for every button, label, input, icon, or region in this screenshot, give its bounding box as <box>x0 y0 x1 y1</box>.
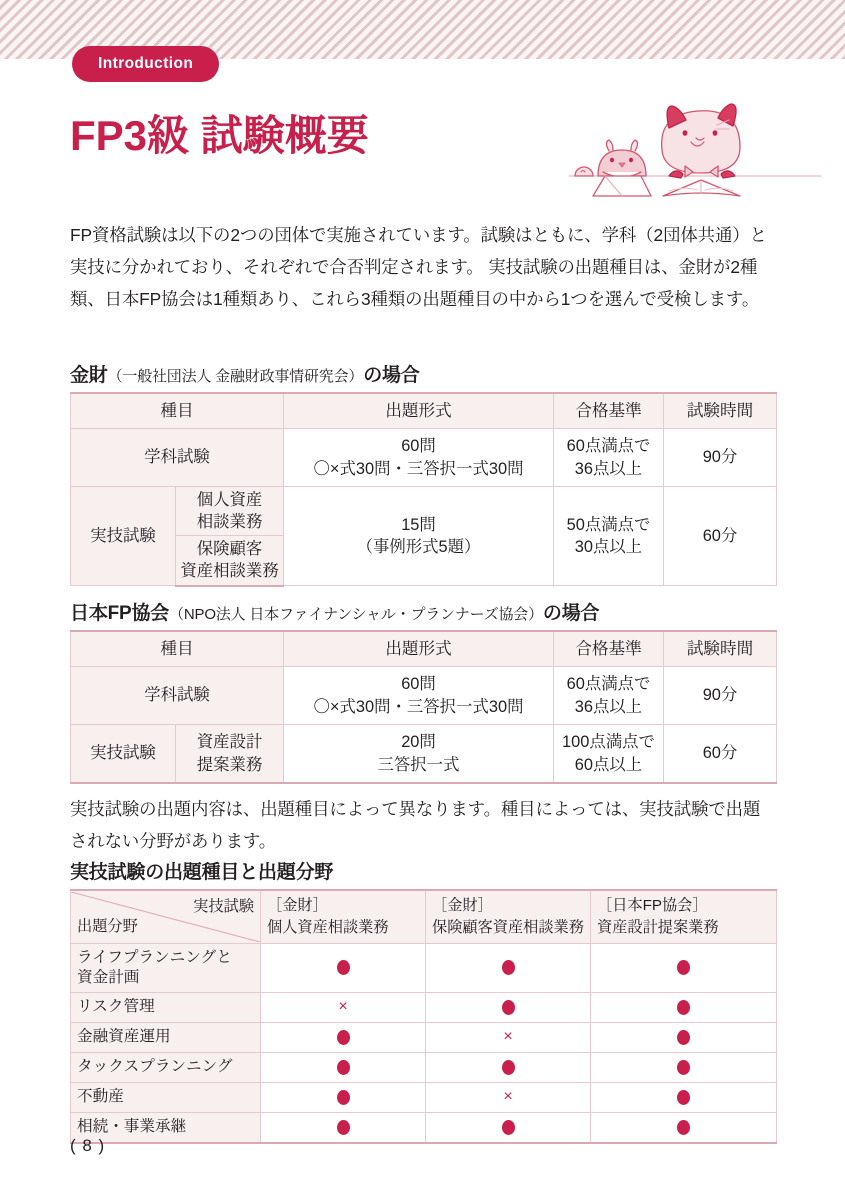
keishiki-line-2: 〇×式30問・三答択一式30問 <box>313 697 524 716</box>
kijun-line-1: 50点満点で <box>566 515 651 534</box>
cross-mark-icon: × <box>503 1088 513 1106</box>
keishiki-line-1: 60問 <box>401 437 436 456</box>
heading-tail-text: の場合 <box>363 365 420 386</box>
table-kinzai <box>70 392 777 587</box>
keishiki-line-2: （事例形式5題） <box>356 538 481 557</box>
row-label-financial-assets: 金融資産運用 <box>71 1023 261 1053</box>
cell-shumoku-gakka: 学科試験 <box>71 429 284 487</box>
page-number: ( 8 ) <box>70 1136 106 1155</box>
row-label-line-1: ライフプランニングと <box>77 948 233 966</box>
table-row <box>71 944 777 993</box>
col-header-jikan: 試験時間 <box>664 393 777 429</box>
mark-cell <box>426 1083 591 1113</box>
col-header-kijun: 合格基準 <box>554 393 664 429</box>
row-label-life-planning <box>71 944 261 993</box>
intro-paragraph-2: 実技試験の出題内容は、出題種目によって異なります。種目によっては、実技試験で出題されない分野があります。 <box>70 799 761 851</box>
section-heading-jafp <box>70 598 599 625</box>
row-label-inheritance: 相続・事業承継 <box>71 1113 261 1144</box>
circle-mark-icon <box>677 1000 690 1015</box>
keishiki-line-2: 〇×式30問・三答択一式30問 <box>313 459 524 478</box>
cell-shumoku-jitsugi: 実技試験 <box>71 487 176 586</box>
col-header-name: 保険顧客資産相談業務 <box>432 919 584 936</box>
cell-keishiki-gakka <box>284 667 554 725</box>
keishiki-line-2: 三答択一式 <box>377 755 460 774</box>
col-header-shumoku: 種目 <box>71 631 284 667</box>
table-row <box>71 1113 777 1144</box>
circle-mark-icon <box>677 1090 690 1105</box>
circle-mark-icon <box>677 1120 690 1135</box>
row-label-line-2: 資金計画 <box>77 969 140 986</box>
cell-shumoku-sub-kojin <box>176 487 284 536</box>
cell-kijun-jitsugi <box>554 487 664 586</box>
mark-cell <box>426 1113 591 1144</box>
table-row <box>71 487 777 536</box>
mark-cell <box>591 1053 777 1083</box>
circle-mark-icon <box>337 960 350 975</box>
circle-mark-icon <box>337 1030 350 1045</box>
mark-cell <box>426 993 591 1023</box>
kijun-line-1: 100点満点で <box>562 733 655 752</box>
corner-label-bottom-left: 出題分野 <box>77 918 138 936</box>
sub-line-2: 資産相談業務 <box>180 562 279 581</box>
section-heading-fields: 実技試験の出題種目と出題分野 <box>70 862 334 883</box>
mark-cell <box>426 944 591 993</box>
col-header-org: ［日本FP協会］ <box>597 897 708 915</box>
circle-mark-icon <box>337 1120 350 1135</box>
circle-mark-icon <box>677 1060 690 1075</box>
circle-mark-icon <box>337 1090 350 1105</box>
table-row <box>71 993 777 1023</box>
cross-mark-icon: × <box>503 1028 513 1046</box>
mark-cell <box>261 1083 426 1113</box>
mark-cell <box>591 944 777 993</box>
mark-cell <box>426 1053 591 1083</box>
table-row <box>71 1083 777 1113</box>
table-row <box>71 1053 777 1083</box>
cell-shumoku-sub-hoken <box>176 536 284 586</box>
row-label-real-estate: 不動産 <box>71 1083 261 1113</box>
heading-sub-text: （一般社団法人 金融財政事情研究会） <box>107 368 364 385</box>
kijun-line-2: 36点以上 <box>574 697 643 716</box>
col-header-kojin-shisan <box>261 890 426 944</box>
heading-main-text: 日本FP協会 <box>70 603 170 624</box>
kijun-line-2: 36点以上 <box>574 459 643 478</box>
kijun-line-1: 60点満点で <box>566 437 651 456</box>
cell-shumoku-gakka: 学科試験 <box>71 667 284 725</box>
mark-cell <box>261 1113 426 1144</box>
circle-mark-icon <box>502 1000 515 1015</box>
col-header-org: ［金財］ <box>432 897 493 915</box>
cell-keishiki-jitsugi <box>284 725 554 784</box>
circle-mark-icon <box>502 1120 515 1135</box>
circle-mark-icon <box>677 960 690 975</box>
sub-line-2: 相談業務 <box>196 513 263 532</box>
table-jafp <box>70 630 777 784</box>
mark-cell <box>426 1023 591 1053</box>
table-row <box>71 429 777 487</box>
corner-diagonal-header <box>71 890 261 944</box>
heading-main-text: 金財 <box>70 365 108 386</box>
table-row <box>71 667 777 725</box>
mark-cell <box>261 1023 426 1053</box>
table-header-row <box>71 631 777 667</box>
col-header-keishiki: 出題形式 <box>284 631 554 667</box>
col-header-shumoku: 種目 <box>71 393 284 429</box>
row-label-risk-management: リスク管理 <box>71 993 261 1023</box>
cell-shumoku-sub-shisan <box>176 725 284 784</box>
intro-paragraph-1: FP資格試験は以下の2つの団体で実施されています。試験はともに、学科（2団体共通）と実技に分かれており、それぞれで合否判定されます。 実技試験の出題種目は、金財が2種類、日本FP協会は1種類あり、これら3種類の出題種目の中から1つを選んで受検します。 <box>70 225 767 309</box>
cell-jikan-gakka: 90分 <box>664 429 777 487</box>
cell-kijun-gakka <box>554 429 664 487</box>
kijun-line-2: 30点以上 <box>574 538 643 557</box>
col-header-jikan: 試験時間 <box>664 631 777 667</box>
cell-keishiki-gakka <box>284 429 554 487</box>
keishiki-line-1: 60問 <box>401 675 436 694</box>
cell-kijun-gakka <box>554 667 664 725</box>
cell-keishiki-jitsugi <box>284 487 554 586</box>
table-header-row <box>71 393 777 429</box>
cell-shumoku-jitsugi: 実技試験 <box>71 725 176 784</box>
mark-cell <box>261 1053 426 1083</box>
col-header-org: ［金財］ <box>267 897 328 915</box>
col-header-keishiki: 出題形式 <box>284 393 554 429</box>
section-heading-kinzai <box>70 360 420 387</box>
mark-cell <box>591 1023 777 1053</box>
col-header-shisan-sekkei <box>591 890 777 944</box>
kijun-line-2: 60点以上 <box>574 755 643 774</box>
keishiki-line-1: 20問 <box>401 733 436 752</box>
cell-jikan-jitsugi: 60分 <box>664 725 777 784</box>
sub-line-1: 個人資産 <box>196 491 263 509</box>
cell-jikan-gakka: 90分 <box>664 667 777 725</box>
mark-cell <box>261 993 426 1023</box>
circle-mark-icon <box>502 1060 515 1075</box>
circle-mark-icon <box>677 1030 690 1045</box>
page-title: FP3級 試験概要 <box>70 112 369 159</box>
sub-line-1: 保険顧客 <box>196 540 263 559</box>
col-header-name: 個人資産相談業務 <box>267 919 389 936</box>
mark-cell <box>261 944 426 993</box>
col-header-kijun: 合格基準 <box>554 631 664 667</box>
corner-label-top-right: 実技試験 <box>193 898 254 915</box>
table-header-row <box>71 890 777 944</box>
sub-line-2: 提案業務 <box>196 755 263 774</box>
circle-mark-icon <box>337 1060 350 1075</box>
mark-cell <box>591 1083 777 1113</box>
cross-mark-icon: × <box>338 998 348 1016</box>
mark-cell <box>591 1113 777 1144</box>
mark-cell <box>591 993 777 1023</box>
table-exam-fields <box>70 889 777 1144</box>
table-row <box>71 1023 777 1053</box>
col-header-name: 資産設計提案業務 <box>597 919 719 936</box>
sub-line-1: 資産設計 <box>196 733 263 752</box>
keishiki-line-1: 15問 <box>401 515 436 534</box>
introduction-badge: Introduction <box>72 46 219 82</box>
table-row <box>71 725 777 784</box>
mascot-illustration <box>565 88 825 198</box>
col-header-hoken-kokyaku <box>426 890 591 944</box>
heading-sub-text: （NPO法人 日本ファイナンシャル・プランナーズ協会） <box>169 606 543 623</box>
kijun-line-1: 60点満点で <box>566 675 651 694</box>
circle-mark-icon <box>502 960 515 975</box>
heading-tail-text: の場合 <box>542 603 600 624</box>
cell-kijun-jitsugi <box>554 725 664 784</box>
cell-jikan-jitsugi: 60分 <box>664 487 777 586</box>
row-label-tax-planning: タックスプランニング <box>71 1053 261 1083</box>
